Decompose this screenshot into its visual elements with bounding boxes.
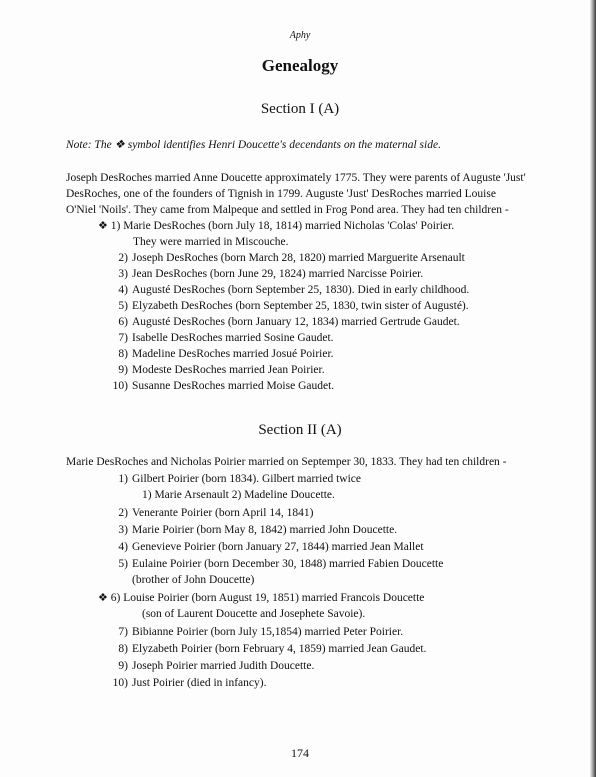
list-item: [98, 298, 469, 314]
item-number: 6): [118, 316, 128, 328]
maternal-symbol-icon: ❖: [98, 592, 108, 604]
list-item: [98, 218, 454, 234]
item-text: Venerante Poirier (born April 14, 1841): [132, 507, 314, 519]
item-number: 4): [118, 284, 128, 296]
list-item: [98, 266, 423, 282]
list-item: [98, 314, 460, 330]
item-text: Augusté DesRoches (born September 25, 1830). Died in early childhood.: [132, 284, 470, 296]
section-2-heading: Section II (A): [258, 422, 342, 438]
item-number: 5): [118, 300, 128, 312]
list-item: [98, 505, 313, 521]
item-number: 2): [118, 252, 128, 264]
item-text: Jean DesRoches (born June 29, 1824) married Narcisse Poirier.: [132, 268, 424, 280]
list-item: [98, 658, 314, 674]
item-text: Genevieve Poirier (born January 27, 1844) married Jean Mallet: [132, 541, 424, 553]
item-text: Elyzabeth DesRoches (born September 25, 1830, twin sister of Augusté).: [132, 300, 469, 312]
section-2-intro: Marie DesRoches and Nicholas Poirier married on Septemper 30, 1833. They had ten children -: [66, 456, 507, 468]
item-text: Louise Poirier (born August 19, 1851) married Francois Doucette: [123, 592, 425, 604]
item-text: Gilbert Poirier (born 1834). Gilbert married twice: [132, 473, 361, 485]
item-text: Augusté DesRoches (born January 12, 1834) married Gertrude Gaudet.: [132, 316, 460, 328]
item-text: Joseph Poirier married Judith Doucette.: [132, 660, 315, 672]
list-item: [98, 675, 266, 691]
item-number: 2): [118, 507, 128, 519]
list-item: [98, 362, 325, 378]
item-continuation: (brother of John Doucette): [132, 574, 255, 586]
item-text: Marie Poirier (born May 8, 1842) married John Doucette.: [132, 524, 398, 536]
item-number: 4): [118, 541, 128, 553]
list-item: [98, 624, 403, 640]
item-number: 1): [118, 473, 128, 485]
item-number: 7): [118, 332, 128, 344]
symbol-note: Note: The ❖ symbol identifies Henri Doucette's decendants on the maternal side.: [66, 139, 441, 151]
item-number: 10): [112, 677, 128, 689]
item-number: 3): [118, 268, 128, 280]
section-1-intro-line: O'Niel 'Noils'. They came from Malpeque and settled in Frog Pond area. They had ten children -: [66, 204, 509, 216]
item-number: 3): [118, 524, 128, 536]
item-number: 8): [118, 643, 128, 655]
maternal-symbol-icon: ❖: [98, 220, 108, 232]
list-item: [98, 471, 361, 487]
item-continuation: (son of Laurent Doucette and Josephete Savoie).: [142, 608, 366, 620]
list-item: [98, 282, 469, 298]
item-text: Susanne DesRoches married Moise Gaudet.: [132, 380, 335, 392]
item-number: 6): [110, 592, 121, 604]
page-number: 174: [291, 746, 309, 760]
item-continuation: They were married in Miscouche.: [133, 236, 289, 248]
item-number: 9): [118, 364, 128, 376]
item-text: Isabelle DesRoches married Sosine Gaudet.: [132, 332, 334, 344]
list-item: [98, 556, 443, 572]
list-item: [98, 346, 334, 362]
page-title: Genealogy: [261, 56, 339, 75]
item-number: 10): [112, 380, 128, 392]
item-text: Madeline DesRoches married Josué Poirier.: [132, 348, 334, 360]
page-header: Aphy: [289, 30, 311, 41]
item-text: Eulaine Poirier (born December 30, 1848) married Fabien Doucette: [132, 558, 444, 570]
item-number: 1): [110, 220, 121, 232]
item-number: 9): [118, 660, 128, 672]
section-1-heading: Section I (A): [260, 101, 340, 117]
list-item: [98, 522, 397, 538]
item-number: 5): [118, 558, 128, 570]
section-1-intro-line: Joseph DesRoches married Anne Doucette approximately 1775. They were parents of Auguste 'Just': [66, 172, 526, 184]
section-1-intro-line: DesRoches, one of the founders of Tignish in 1799. Auguste 'Just' DesRoches married Louise: [66, 188, 496, 200]
list-item: [98, 250, 465, 266]
item-text: Modeste DesRoches married Jean Poirier.: [132, 364, 325, 376]
item-text: Marie DesRoches (born July 18, 1814) married Nicholas 'Colas' Poirier.: [123, 220, 455, 232]
list-item: [98, 590, 424, 606]
item-text: Elyzabeth Poirier (born February 4, 1859) married Jean Gaudet.: [132, 643, 427, 655]
item-continuation: 1) Marie Arsenault 2) Madeline Doucette.: [142, 489, 335, 501]
item-number: 8): [118, 348, 128, 360]
item-text: Just Poirier (died in infancy).: [132, 677, 267, 689]
item-number: 7): [118, 626, 128, 638]
list-item: [98, 539, 424, 555]
list-item: [98, 378, 334, 394]
list-item: [98, 330, 334, 346]
item-text: Joseph DesRoches (born March 28, 1820) married Marguerite Arsenault: [132, 252, 465, 264]
item-text: Bibianne Poirier (born July 15,1854) married Peter Poirier.: [132, 626, 404, 638]
list-item: [98, 641, 426, 657]
